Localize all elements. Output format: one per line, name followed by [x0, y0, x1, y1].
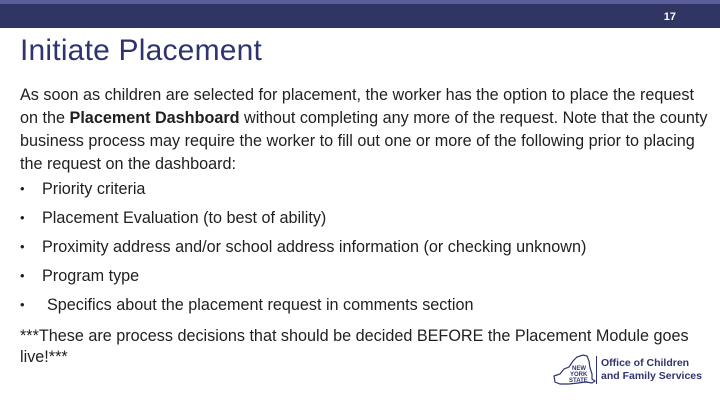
bullet-list: [20, 178, 710, 323]
bullet-dot-icon: •: [20, 268, 25, 283]
bullet-item: [20, 265, 710, 294]
bullet-dot-icon: •: [20, 239, 25, 254]
header-accent: [0, 0, 720, 4]
bullet-dot-icon: •: [20, 181, 25, 196]
logo-divider: [596, 356, 597, 384]
new-york-state-map-icon: [552, 352, 596, 388]
bullet-text: Priority criteria: [42, 180, 146, 198]
intro-text-2: without completing any more of the request. Note that the county business process may require the worker to fill out one or more of the following prior to placing the request on the dashboard:: [20, 109, 708, 173]
logo-text: [601, 357, 702, 383]
logo-state-line-1: NEW: [572, 366, 586, 372]
logo-line-1: Office of Children: [601, 357, 690, 369]
ocfs-logo: [552, 352, 702, 388]
bullet-text: Placement Evaluation (to best of ability): [42, 209, 327, 227]
bullet-text: Program type: [42, 267, 140, 285]
bullet-item: [20, 207, 710, 236]
page-title: Initiate Placement: [20, 34, 263, 67]
page-number: 17: [663, 11, 676, 23]
header-bar: [0, 0, 720, 28]
bullet-item: [20, 236, 710, 265]
intro-text-1: As soon as children are selected for placement, the worker has the option to place the request on the: [20, 86, 694, 127]
bullet-item: [20, 294, 710, 323]
bullet-dot-icon: •: [20, 210, 25, 225]
logo-state-line-3: STATE: [569, 378, 588, 384]
logo-state-line-2: YORK: [570, 372, 588, 378]
intro-paragraph: [20, 84, 710, 176]
note-text: ***These are process decisions that should be decided BEFORE the Placement Module goes live!***: [20, 327, 689, 366]
bullet-dot-icon: •: [20, 297, 25, 312]
intro-bold-text: Placement Dashboard: [69, 109, 240, 127]
bullet-text: Specifics about the placement request in comments section: [47, 296, 474, 314]
bullet-item: [20, 178, 710, 207]
bullet-text: Proximity address and/or school address information (or checking unknown): [42, 238, 587, 256]
logo-line-2: and Family Services: [601, 370, 702, 382]
